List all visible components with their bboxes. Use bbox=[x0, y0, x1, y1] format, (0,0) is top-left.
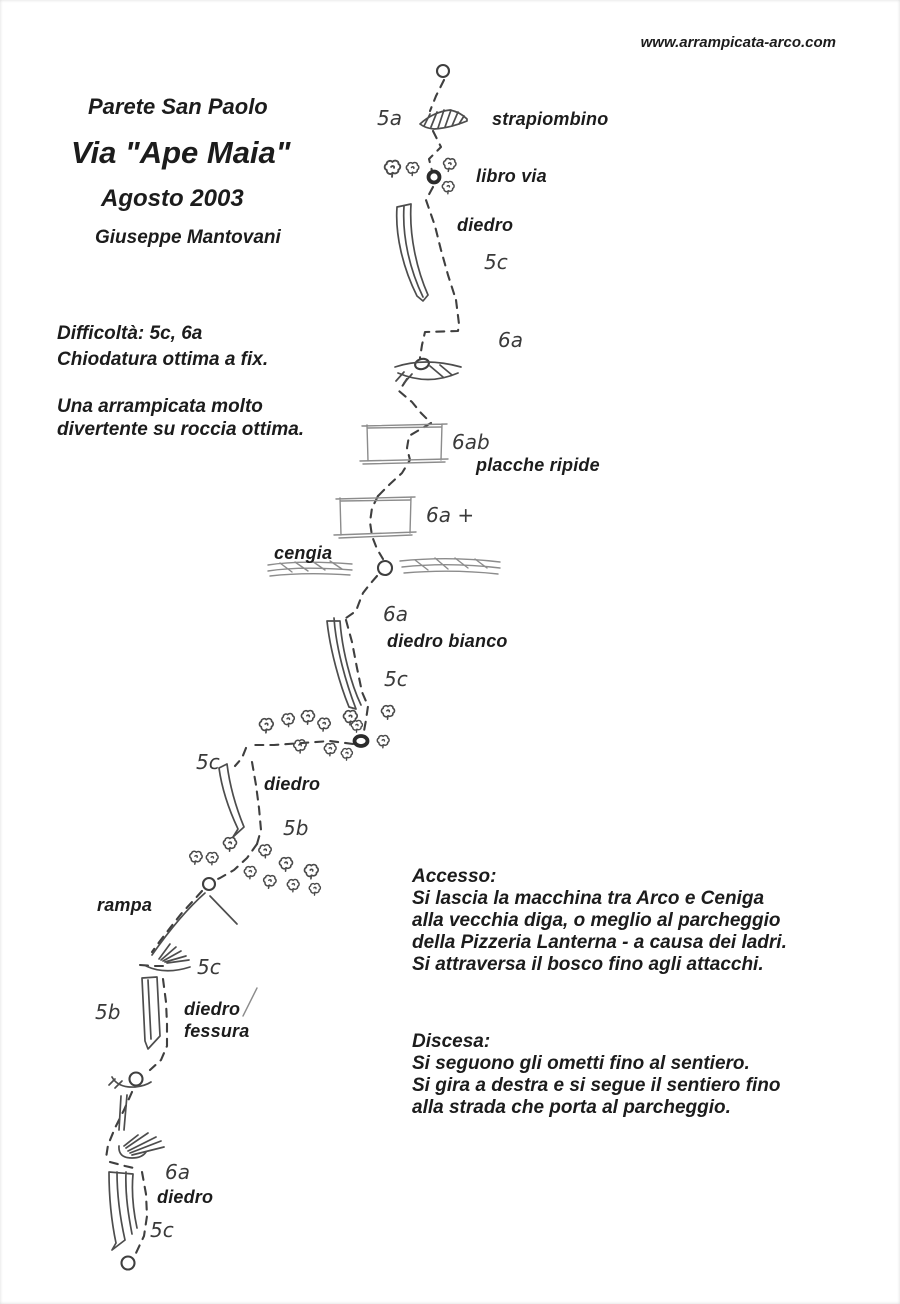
descent-title: Discesa: bbox=[412, 1031, 491, 1052]
crag-name: Parete San Paolo bbox=[88, 94, 268, 119]
description-line: Una arrampicata molto bbox=[57, 396, 263, 417]
access-line: Si attraversa il bosco fino agli attacchi. bbox=[412, 954, 764, 975]
access-line: Si lascia la macchina tra Arco e Ceniga bbox=[412, 888, 765, 909]
feature-label-libro-via: libro via bbox=[476, 166, 547, 186]
grade-label-6a-3: 6a bbox=[165, 1160, 190, 1184]
dihedral-shapes bbox=[109, 204, 428, 1250]
feature-label-cengia: cengia bbox=[274, 543, 333, 563]
description-line: divertente su roccia ottima. bbox=[57, 419, 305, 440]
slab-6ab bbox=[360, 424, 448, 464]
cengia-belay-circle bbox=[378, 561, 392, 575]
access-line: alla vecchia diga, o meglio al parcheggio bbox=[412, 910, 781, 931]
grade-label-5c-5: 5c bbox=[150, 1218, 174, 1242]
feature-label-strapiombino: strapiombino bbox=[492, 109, 609, 129]
feature-label-diedro-2: diedro bbox=[264, 774, 321, 794]
libro-via-ring-icon bbox=[429, 172, 440, 183]
grade-label-5c-3: 5c bbox=[196, 750, 220, 774]
difficulty-line: Difficoltà: 5c, 6a bbox=[57, 323, 203, 344]
route-author: Giuseppe Mantovani bbox=[95, 227, 281, 248]
access-line: della Pizzeria Lanterna - a causa dei ladri. bbox=[412, 932, 787, 953]
route-title: Via "Ape Maia" bbox=[71, 135, 291, 170]
grade-label-5c-2: 5c bbox=[384, 667, 408, 691]
descent-line: Si gira a destra e si segue il sentiero fino bbox=[412, 1075, 781, 1096]
ramp-sketch bbox=[152, 893, 237, 955]
grade-label-6ab: 6ab bbox=[452, 430, 490, 454]
feature-label-diedro-fessura-1: diedro bbox=[184, 999, 241, 1019]
diedro-3 bbox=[219, 764, 244, 837]
difficulty-line: Chiodatura ottima a fix. bbox=[57, 349, 269, 370]
feature-label-rampa: rampa bbox=[97, 895, 153, 915]
descent-line: alla strada che porta al parcheggio. bbox=[412, 1097, 731, 1118]
descent-line: Si seguono gli ometti fino al sentiero. bbox=[412, 1053, 750, 1074]
rampa-belay-circle bbox=[203, 878, 215, 890]
grass-sketch bbox=[146, 944, 190, 971]
website-url: www.arrampicata-arco.com bbox=[640, 34, 836, 51]
bushes bbox=[189, 158, 457, 895]
lower-belay-circle bbox=[130, 1073, 143, 1086]
top-anchor-circle bbox=[437, 65, 449, 77]
grade-label-5a: 5a bbox=[377, 106, 402, 130]
route-date: Agosto 2003 bbox=[101, 185, 244, 212]
grade-label-5b-2: 5b bbox=[95, 1000, 121, 1024]
overhang-sketch bbox=[420, 110, 467, 129]
pointer-stroke bbox=[243, 988, 257, 1016]
grade-label-6a-1: 6a bbox=[498, 328, 523, 352]
diedro-fessura-crack bbox=[142, 977, 160, 1049]
access-title: Accesso: bbox=[412, 866, 497, 887]
roof-sketch bbox=[119, 1133, 164, 1158]
diedro-1 bbox=[397, 204, 428, 301]
ledge-belay-circle bbox=[414, 357, 430, 370]
feature-label-diedro-1: diedro bbox=[457, 215, 514, 235]
grade-label-5c-1: 5c bbox=[484, 250, 508, 274]
grade-label-6a-2: 6a bbox=[383, 602, 408, 626]
feature-label-diedro-bianco: diedro bianco bbox=[387, 631, 508, 651]
bush-ring-icon bbox=[355, 736, 368, 746]
feature-label-placche-ripide: placche ripide bbox=[476, 455, 600, 475]
feature-label-diedro-3: diedro bbox=[157, 1187, 214, 1207]
diedro-4 bbox=[109, 1172, 137, 1250]
grade-label-5b-1: 5b bbox=[283, 816, 309, 840]
grade-label-5c-4: 5c bbox=[197, 955, 221, 979]
route-start-circle bbox=[122, 1257, 135, 1270]
feature-label-diedro-fessura-2: fessura bbox=[184, 1021, 250, 1041]
grade-label-6a-plus: 6a + bbox=[426, 503, 475, 527]
